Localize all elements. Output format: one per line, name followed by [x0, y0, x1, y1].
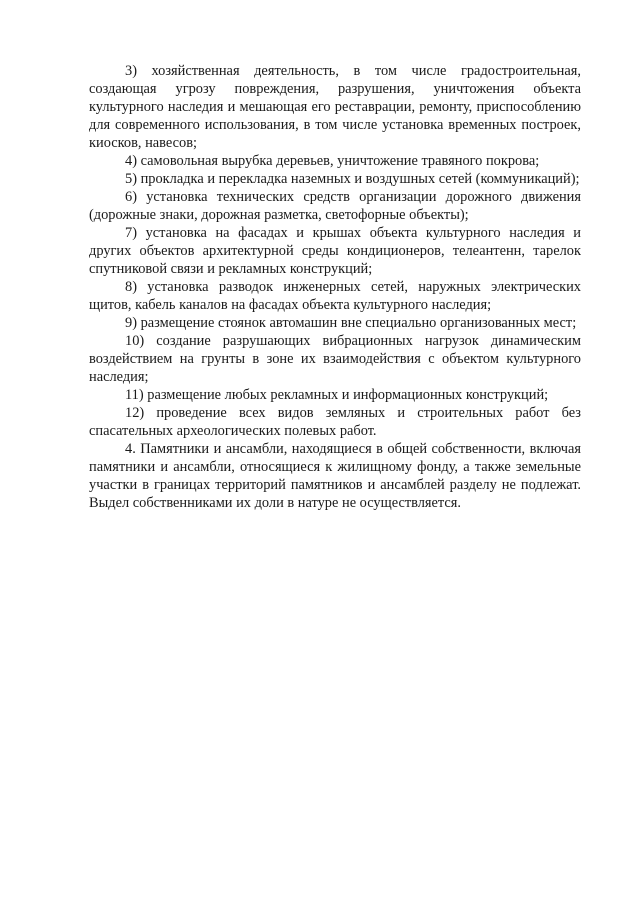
- paragraph-section-4: 4. Памятники и ансамбли, находящиеся в общей собственности, включая памятники и ансамбли, относящиеся к жилищному фонду, а также земельные участки в границах территорий памятников и ансамблей разделу не подлежат. Выдел собственниками их доли в натуре не осуществляется.: [89, 441, 581, 511]
- document-body: [89, 62, 581, 512]
- paragraph-item-5: 5) прокладка и перекладка наземных и воздушных сетей (коммуникаций);: [125, 171, 580, 187]
- paragraph-item-3: 3) хозяйственная деятельность, в том числе градостроительная, создающая угрозу повреждения, разрушения, уничтожения объекта культурного наследия и мешающая его реставрации, ремонту, приспособлению для современного использования, в том числе установка временных построек, киосков, навесов;: [89, 63, 581, 151]
- paragraph-item-9: 9) размещение стоянок автомашин вне специально организованных мест;: [125, 315, 577, 331]
- paragraph-item-6: 6) установка технических средств организации дорожного движения (дорожные знаки, дорожная разметка, светофорные объекты);: [89, 189, 581, 223]
- paragraph-item-8: 8) установка разводок инженерных сетей, наружных электрических щитов, кабель каналов на фасадах объекта культурного наследия;: [89, 279, 581, 313]
- paragraph-item-7: 7) установка на фасадах и крышах объекта культурного наследия и других объектов архитектурной среды кондиционеров, телеантенн, тарелок спутниковой связи и рекламных конструкций;: [89, 225, 581, 277]
- paragraph-item-10: 10) создание разрушающих вибрационных нагрузок динамическим воздействием на грунты в зоне их взаимодействия с объектом культурного наследия;: [89, 333, 581, 385]
- paragraph-item-12: 12) проведение всех видов земляных и строительных работ без спасательных археологических полевых работ.: [89, 405, 581, 439]
- paragraph-item-11: 11) размещение любых рекламных и информационных конструкций;: [125, 387, 549, 403]
- paragraph-item-4: 4) самовольная вырубка деревьев, уничтожение травяного покрова;: [125, 153, 540, 169]
